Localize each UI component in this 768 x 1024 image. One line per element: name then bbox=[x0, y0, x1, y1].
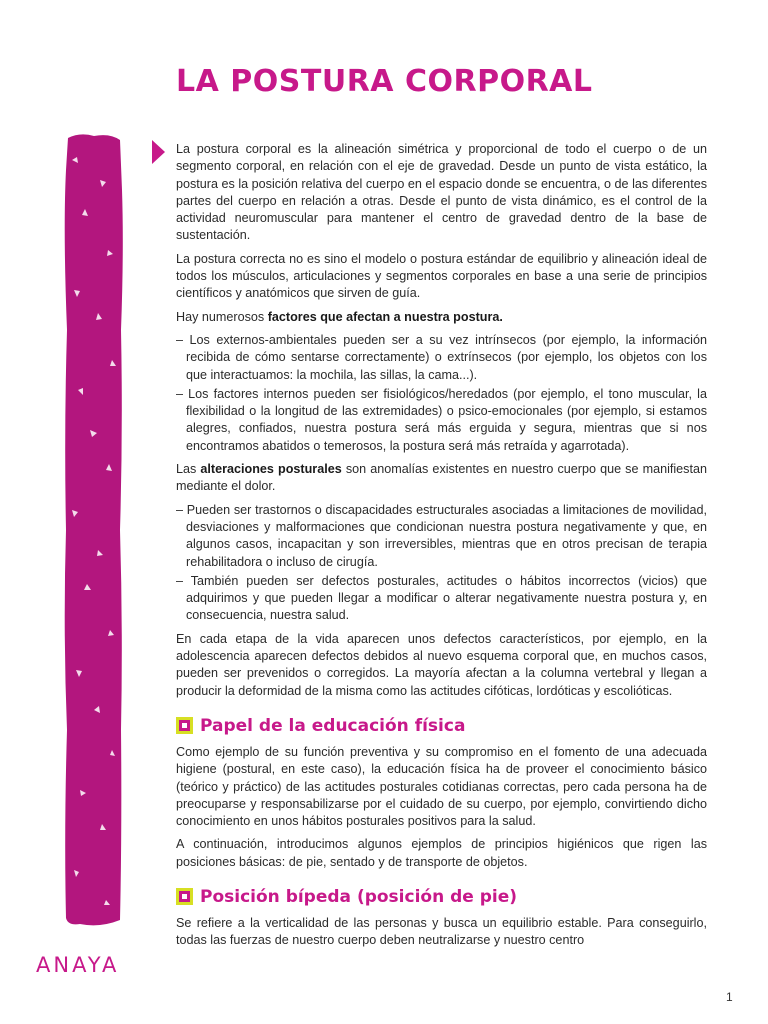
section-heading-text: Papel de la educación física bbox=[200, 715, 466, 736]
section-heading-text: Posición bípeda (posición de pie) bbox=[200, 886, 518, 907]
page-title: LA POSTURA CORPORAL bbox=[176, 64, 593, 99]
intro-paragraph-1: La postura corporal es la alineación simétrica y proporcional de todo el cuerpo o de un segmento corporal, en relación con el eje de gravedad. Desde un punto de vista estático, la postura es la posición relativa del cuerpo en el espacio donde se encuentra, o de las diferentes partes del cuerpo en relación a otras. Desde el punto de vista dinámico, es el control de la actividad neuromuscular para mantener el centro de gravedad dentro de la base de sustentación. bbox=[176, 142, 707, 243]
list-item: – Pueden ser trastornos o discapacidades estructurales asociadas a limitaciones de movilidad, desviaciones y malformaciones que condicionan nuestra postura negativamente y que, en algunos casos, incapacitan y son irreversibles, mientras que en otros precisan de terapia rehabilitadora o incluso de cirugía. bbox=[176, 502, 707, 571]
square-bullet-icon bbox=[176, 888, 193, 905]
intro-paragraph-5: En cada etapa de la vida aparecen unos defectos característicos, por ejemplo, en la adolescencia aparecen defectos debidos al nuevo esquema corporal que, en muchos casos, pueden ser prevenidos o corregidos. La mayoría afectan a la columna vertebral y llegan a producir la deformidad de la misma como las actitudes cifóticas, lordóticas y escolióticas. bbox=[176, 631, 707, 698]
list-item: – También pueden ser defectos posturales, actitudes o hábitos incorrectos (vicios) que adquirimos y que pueden llegar a modificar o alterar negativamente nuestra postura y, en consecuencia, nuestra salud. bbox=[176, 573, 707, 625]
standing-paragraph-1: Se refiere a la verticalidad de las personas y busca un equilibrio estable. Para conseguirlo, todas las fuerzas de nuestro cuerpo deben neutralizarse y nuestro centro bbox=[176, 915, 707, 948]
page-number: 1 bbox=[726, 990, 733, 1004]
list-item: – Los externos-ambientales pueden ser a su vez intrínsecos (por ejemplo, la información recibida de cómo sentarse correctamente) o extrínsecos (por ejemplo, los objetos con los que interactuamos: la mochila, las sillas, la cama...). bbox=[176, 332, 707, 384]
p4-suffix: son anomalías existentes en nuestro cuerpo que se manifiestan mediante el dolor. bbox=[176, 462, 707, 494]
p4-bold: alteraciones posturales bbox=[200, 462, 342, 477]
p3-bold: factores que afectan a nuestra postura. bbox=[267, 309, 503, 324]
intro-paragraph-2: La postura correcta no es sino el modelo o postura estándar de equilibrio y alineación ideal de todos los músculos, articulaciones y segmentos corporales en base a una serie de principios científicos y anatómicos que sirven de guía. bbox=[176, 251, 707, 301]
education-paragraph-1: Como ejemplo de su función preventiva y su compromiso en el fomento de una adecuada higiene (postural, en este caso), la educación física ha de proveer el conocimiento básico (teórico y práctico) de las actitudes posturales cotidianas correctas, pero cada persona ha de preocuparse y responsabilizarse por el cuidado de su cuerpo, por ejemplo, convirtiendo dicho conocimiento en unos hábitos posturales positivos para la salud. bbox=[176, 744, 707, 829]
section-heading-education bbox=[176, 715, 707, 737]
intro-paragraph-4 bbox=[176, 461, 707, 496]
section-marker-triangle bbox=[152, 140, 165, 164]
decorative-brush-stripe bbox=[60, 130, 126, 930]
main-content bbox=[176, 141, 707, 956]
square-bullet-icon bbox=[176, 717, 193, 734]
list-item: – Los factores internos pueden ser fisiológicos/heredados (por ejemplo, el tono muscular, la flexibilidad o la longitud de las extremidades) o psico-emocionales (por ejemplo, si estamos alegres, confiados, nuestra postura será más erguida y segura, mientras que si nos encontramos abatidos o temerosos, la postura será más retraída y agarrotada). bbox=[176, 386, 707, 455]
education-paragraph-2: A continuación, introducimos algunos ejemplos de principios higiénicos que rigen las posiciones básicas: de pie, sentado y de transporte de objetos. bbox=[176, 837, 707, 869]
p4-prefix: Las bbox=[176, 462, 201, 477]
alterations-list bbox=[176, 502, 707, 625]
anaya-logo: ANAYA bbox=[36, 953, 120, 977]
section-heading-standing bbox=[176, 886, 707, 908]
factors-list bbox=[176, 332, 707, 455]
p3-prefix: Hay numerosos bbox=[176, 309, 268, 324]
intro-paragraph-3 bbox=[176, 309, 707, 326]
